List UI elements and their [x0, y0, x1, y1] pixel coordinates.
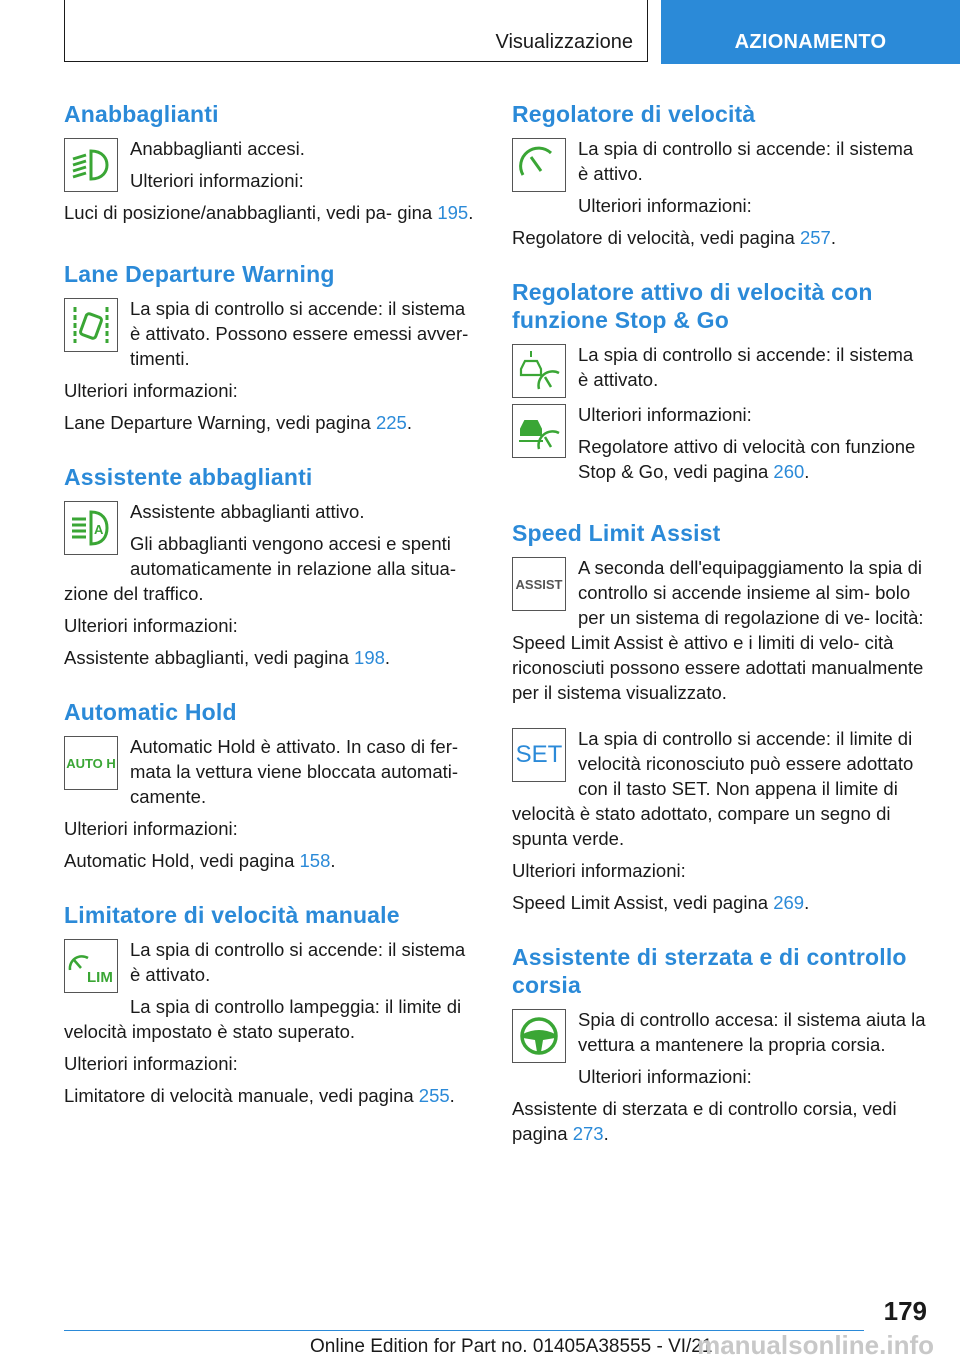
section-automatic-hold — [64, 698, 479, 873]
page-link-260[interactable]: 260 — [773, 461, 805, 482]
auto-hold-icon-label: AUTO H — [66, 755, 116, 771]
page-link-273[interactable]: 273 — [572, 1123, 604, 1144]
text: Lane Departure Warning, vedi pagina 225. — [64, 412, 412, 433]
right-column — [512, 100, 927, 1174]
text: A seconda dell'equipaggiamento la spia di controllo si accende insieme al sim‐ bolo per un sistema di regolazione di ve‐ locità: Speed Limit Assist è attivo e i limiti di velo‐ cità riconosciuti possono essere adottati manualmente per il sistema visualizzato. — [512, 557, 924, 703]
text: Ulteriori informazioni: — [64, 1053, 238, 1074]
assist-icon — [512, 557, 566, 611]
text: La spia di controllo si accende: il sistema è attivato. — [578, 344, 914, 390]
text: Ulteriori informazioni: — [64, 380, 238, 401]
section-limitatore — [64, 901, 479, 1108]
section-title: Lane Departure Warning — [64, 261, 335, 287]
section-acc-stop-go — [512, 278, 927, 491]
text: Assistente di sterzata e di controllo corsia, vedi pagina 273. — [512, 1098, 897, 1144]
section-regolatore — [512, 100, 927, 250]
page-link-198[interactable]: 198 — [354, 647, 385, 668]
speed-limiter-icon-label: LIM — [87, 969, 113, 986]
section-title: Assistente abbaglianti — [64, 464, 313, 490]
text: Ulteriori informazioni: — [578, 1066, 752, 1087]
left-column — [64, 100, 479, 1136]
text: Automatic Hold, vedi pagina 158. — [64, 850, 336, 871]
text: Ulteriori informazioni: — [64, 615, 238, 636]
acc-filled-icon — [512, 404, 566, 458]
section-lane-departure — [64, 260, 479, 435]
steering-wheel-icon — [512, 1009, 566, 1063]
text: Ulteriori informazioni: — [512, 860, 686, 881]
text: Regolatore attivo di velocità con funzione Stop & Go, vedi pagina 260. — [578, 436, 916, 482]
set-icon — [512, 728, 566, 782]
section-assistente-sterzata — [512, 943, 927, 1146]
acc-outline-icon — [512, 344, 566, 398]
text: Luci di posizione/anabbaglianti, vedi pa‐ gina 195. — [64, 202, 474, 223]
page-link-255[interactable]: 255 — [418, 1085, 450, 1106]
svg-text:A: A — [94, 522, 104, 537]
section-title: Regolatore di velocità — [512, 101, 756, 127]
section-title: Speed Limit Assist — [512, 520, 721, 546]
section-title: Limitatore di velocità manuale — [64, 902, 400, 928]
text: La spia di controllo si accende: il limite di velocità riconosciuto può essere adottato con il tasto SET. Non appena il limite di velocità è stato adottato, compare un segno di spunta verde. — [512, 728, 914, 849]
assist-icon-label: ASSIST — [515, 576, 563, 592]
section-title: Anabbaglianti — [64, 101, 219, 127]
high-beam-assist-icon — [64, 501, 118, 555]
text: Ulteriori informazioni: — [578, 404, 752, 425]
text: Gli abbaglianti vengono accesi e spenti automaticamente in relazione alla situa‐ zione del traffico. — [64, 533, 456, 604]
text: La spia di controllo si accende: il sistema è attivato. Possono essere emessi avver‐ timenti. — [130, 298, 469, 369]
page-link-225[interactable]: 225 — [375, 412, 407, 433]
cruise-control-icon — [512, 138, 566, 192]
set-icon-label: SET — [515, 741, 563, 768]
page-link-195[interactable]: 195 — [437, 202, 469, 223]
text: Regolatore di velocità, vedi pagina 257. — [512, 227, 836, 248]
section-title: Regolatore attivo di velocità con funzione Stop & Go — [512, 279, 873, 333]
speed-limiter-icon — [64, 939, 118, 993]
footer-edition: Online Edition for Part no. 01405A38555 - VI/21 — [310, 1336, 713, 1357]
page-number: 179 — [883, 1296, 927, 1326]
text: Anabbaglianti accesi. — [130, 138, 305, 159]
lane-departure-icon — [64, 298, 118, 352]
text: La spia di controllo lampeggia: il limite di velocità impostato è stato superato. — [64, 996, 462, 1042]
text: Spia di controllo accesa: il sistema aiuta la vettura a mantenere la propria corsia. — [578, 1009, 926, 1055]
text: Ulteriori informazioni: — [578, 195, 752, 216]
header-section-title: Visualizzazione — [495, 31, 633, 53]
section-speed-limit-assist — [512, 519, 927, 915]
page-link-158[interactable]: 158 — [299, 850, 331, 871]
header-box — [64, 0, 648, 62]
text: La spia di controllo si accende: il sistema è attivato. — [130, 939, 466, 985]
text: Assistente abbaglianti, vedi pagina 198. — [64, 647, 391, 668]
text: Limitatore di velocità manuale, vedi pagina 255. — [64, 1085, 455, 1106]
text: Speed Limit Assist, vedi pagina 269. — [512, 892, 810, 913]
chapter-tab[interactable]: AZIONAMENTO — [661, 0, 960, 64]
section-assistente-abbaglianti — [64, 463, 479, 670]
page-link-269[interactable]: 269 — [773, 892, 805, 913]
text: Automatic Hold è attivato. In caso di fer‐ mata la vettura viene bloccata automati‐ camente. — [130, 736, 459, 807]
section-title: Assistente di sterzata e di controllo corsia — [512, 944, 907, 998]
section-title: Automatic Hold — [64, 699, 237, 725]
section-anabbaglianti — [64, 100, 479, 232]
text: Ulteriori informazioni: — [64, 818, 238, 839]
text: La spia di controllo si accende: il sistema è attivo. — [578, 138, 914, 184]
text: Assistente abbaglianti attivo. — [130, 501, 365, 522]
page-link-257[interactable]: 257 — [799, 227, 831, 248]
text: Ulteriori informazioni: — [130, 170, 304, 191]
watermark: manualsonline.info — [697, 1330, 934, 1360]
auto-hold-icon — [64, 736, 118, 790]
low-beam-icon — [64, 138, 118, 192]
